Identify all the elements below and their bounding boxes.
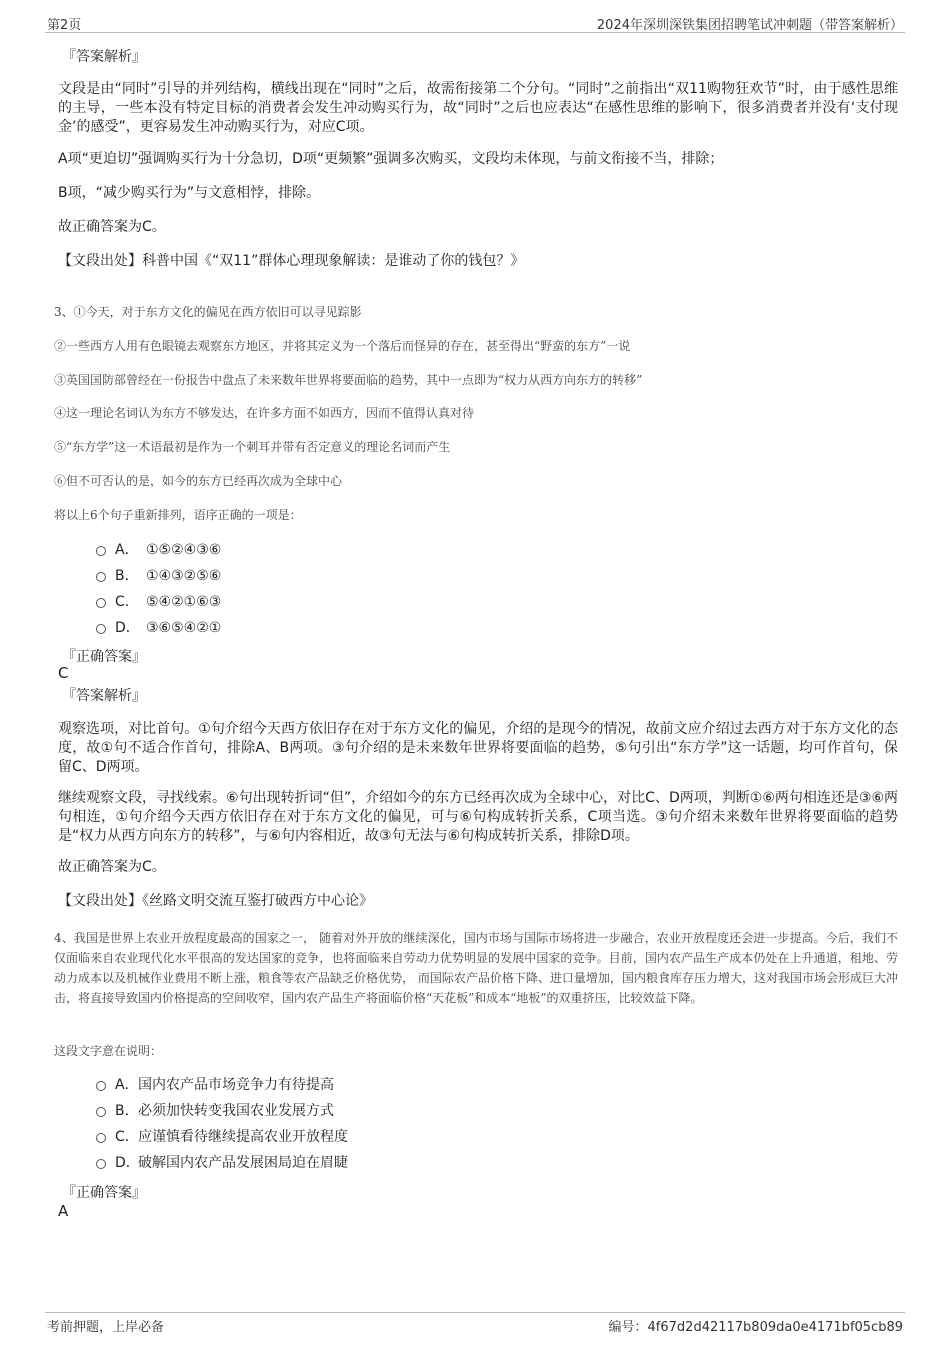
q3-correct-label: 『正确答案』 — [62, 649, 146, 665]
q4-options — [58, 1075, 898, 1179]
q4-option-a[interactable]: A． 国内农产品市场竞争力有待提高 — [58, 1075, 898, 1101]
q3-sentence-1: 3、①今天，对于东方文化的偏见在西方依旧可以寻见踪影 — [54, 305, 362, 319]
q2-analysis-label: 『答案解析』 — [62, 49, 146, 65]
q4-option-c[interactable]: C． 应谨慎看待继续提高农业开放程度 — [58, 1127, 898, 1153]
footer-slogan: 考前押题，上岸必备 — [47, 1320, 165, 1335]
q3-option-d[interactable]: D． ③⑥⑤④②① — [58, 618, 898, 644]
q4-answer: A — [58, 1202, 69, 1220]
radio-icon[interactable] — [96, 1107, 106, 1117]
radio-icon[interactable] — [96, 546, 106, 556]
q3-analysis-label: 『答案解析』 — [62, 688, 146, 704]
q2-analysis-conclusion: 故正确答案为C。 — [58, 219, 166, 235]
q2-source: 【文段出处】科普中国《“双11”群体心理现象解读：是谁动了你的钱包？》 — [58, 253, 525, 269]
q3-analysis-p2: 继续观察文段，寻找线索。⑥句出现转折词“但”，介绍如今的东方已经再次成为全球中心，对比C、D两项，判断①⑥两句相连还是③⑥两句相连，①句介绍今天西方依旧存在对于东方文化的偏见，可与⑥句构成转折关系，C项当选。③句介绍未来数年世界将要面临的趋势是“权力从西方向东方的转移”，与⑥句内容相近，故③句无法与⑥句构成转折关系，排除D项。 — [58, 790, 898, 844]
q3-option-c[interactable]: C． ⑤④②①⑥③ — [58, 592, 898, 618]
radio-icon[interactable] — [96, 1081, 106, 1091]
q4-option-d[interactable]: D． 破解国内农产品发展困局迫在眉睫 — [58, 1153, 898, 1179]
page-footer — [45, 1312, 905, 1337]
q3-option-b[interactable]: B． ①④③②⑤⑥ — [58, 566, 898, 592]
q4-correct-label: 『正确答案』 — [62, 1185, 146, 1201]
q3-prompt: 将以上6个句子重新排列，语序正确的一项是： — [54, 508, 302, 522]
q4-stem: 4、我国是世界上农业开放程度最高的国家之一， 随着对外开放的继续深化，国内市场与国际市场将进一步融合，农业开放程度还会进一步提高。今后，我们不仅面临来自农业现代化水平很高的发达国家的竞争，也将面临来自劳动力优势明显的发展中国家的竞争。目前，国内农产品生产成本仍处在上升通道，租地、劳动力成本以及机械作业费用不断上涨，粮食等农产品缺乏价格优势， 而国际农产品价格下降、进口量增加，国内粮食库存压力增大，这对我国市场会形成巨大冲击，将直接导致国内价格提高的空间收窄，国内农产品生产将面临价格“天花板”和成本“地板”的双重挤压，比较效益下降。 — [54, 931, 898, 1005]
document-title: 2024年深圳深铁集团招聘笔试冲刺题（带答案解析） — [596, 18, 903, 33]
page-header — [45, 12, 905, 33]
q3-sentence-5: ⑤“东方学”这一术语最初是作为一个刺耳并带有否定意义的理论名词而产生 — [54, 440, 451, 454]
q3-sentence-2: ②一些西方人用有色眼镜去观察东方地区，并将其定义为一个落后而怪异的存在，甚至得出“野蛮的东方”一说 — [54, 339, 631, 353]
q3-options — [58, 540, 898, 644]
q3-source: 【文段出处】《丝路文明交流互鉴打破西方中心论》 — [58, 893, 373, 909]
q3-analysis-p1: 观察选项，对比首句。①句介绍今天西方依旧存在对于东方文化的偏见，介绍的是现今的情况，故前文应介绍过去西方对于东方文化的态度，故①句不适合作首句，排除A、B两项。③句介绍的是未来数年世界将要面临的趋势，⑤句引出“东方学”这一话题，均可作首句，保留C、D两项。 — [58, 721, 898, 775]
q3-sentence-3: ③英国国防部曾经在一份报告中盘点了未来数年世界将要面临的趋势，其中一点即为“权力从西方向东方的转移” — [54, 373, 643, 387]
radio-icon[interactable] — [96, 624, 106, 634]
q3-analysis-conclusion: 故正确答案为C。 — [58, 859, 166, 875]
q3-option-a[interactable]: A． ①⑤②④③⑥ — [58, 540, 898, 566]
q2-analysis-p2: A项“更迫切”强调购买行为十分急切，D项“更频繁”强调多次购买，文段均未体现，与前文衔接不当，排除； — [58, 151, 724, 167]
document-id: 编号：4f67d2d42117b809da0e4171bf05cb89 — [608, 1320, 903, 1335]
radio-icon[interactable] — [96, 1133, 106, 1143]
q3-sentence-4: ④这一理论名词认为东方不够发达，在许多方面不如西方，因而不值得认真对待 — [54, 406, 475, 420]
radio-icon[interactable] — [96, 598, 106, 608]
radio-icon[interactable] — [96, 572, 106, 582]
q2-analysis-p3: B项，“减少购买行为”与文意相悖，排除。 — [58, 185, 321, 201]
radio-icon[interactable] — [96, 1159, 106, 1169]
q3-sentence-6: ⑥但不可否认的是，如今的东方已经再次成为全球中心 — [54, 474, 343, 488]
q3-answer: C — [58, 664, 69, 682]
q4-option-b[interactable]: B． 必须加快转变我国农业发展方式 — [58, 1101, 898, 1127]
page-number: 第2页 — [47, 18, 82, 33]
q4-prompt: 这段文字意在说明： — [54, 1044, 163, 1058]
q2-analysis-p1: 文段是由“同时”引导的并列结构，横线出现在“同时”之后，故需衔接第二个分句。“同时”之前指出“双11购物狂欢节”时，由于感性思维的主导，一些本没有特定目标的消费者会发生冲动购买行为，故“同时”之后也应表达“在感性思维的影响下，很多消费者并没有‘支付现金’的感受”，更容易发生冲动购买行为，对应C项。 — [58, 81, 898, 135]
